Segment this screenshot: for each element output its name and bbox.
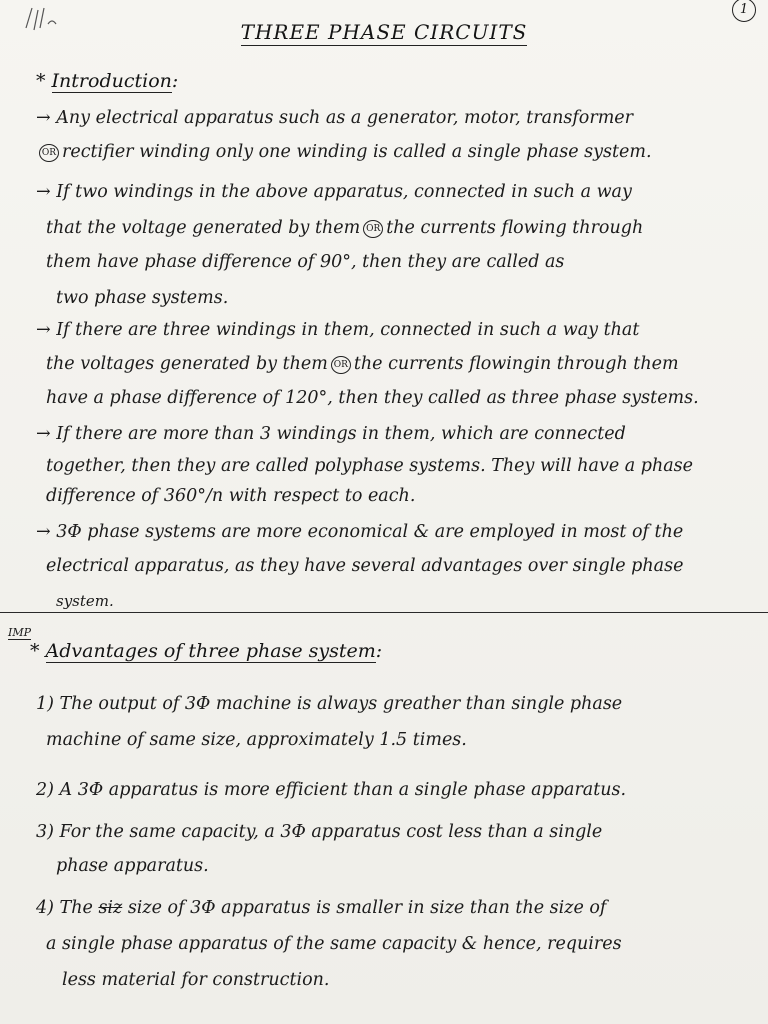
intro-p3-line-2 bbox=[46, 354, 758, 374]
or-circle-icon: OR bbox=[39, 144, 59, 162]
page-title-text: THREE PHASE CIRCUITS bbox=[240, 20, 528, 44]
intro-p2-line-2a: that the voltage generated by them bbox=[46, 218, 361, 238]
or-circle-icon: OR bbox=[363, 220, 383, 238]
advantage-item-4-line-1: size of 3Φ apparatus is smaller in size than the size of bbox=[127, 898, 607, 918]
advantage-item-1-line-1: The output of 3Φ machine is always greather than single phase bbox=[59, 694, 623, 714]
intro-heading-colon: : bbox=[171, 70, 179, 92]
advantage-item-3-num: 3) bbox=[36, 822, 54, 842]
advantage-item-2-line-1: A 3Φ apparatus is more efficient than a single phase apparatus. bbox=[59, 780, 627, 800]
intro-p2-line-2b: the currents flowing through bbox=[386, 218, 644, 238]
advantage-item-4-num: 4) bbox=[36, 898, 54, 918]
advantage-item-3-line-2: phase apparatus. bbox=[56, 856, 209, 876]
advantages-heading-text: Advantages of three phase system bbox=[45, 640, 376, 662]
advantage-item-2-num: 2) bbox=[36, 780, 54, 800]
advantage-item-1 bbox=[36, 694, 748, 714]
advantage-item-2 bbox=[36, 780, 748, 800]
advantages-star: * bbox=[30, 640, 40, 662]
advantages-heading bbox=[30, 640, 382, 662]
intro-p4-line-3: difference of 360°/n with respect to each. bbox=[46, 486, 416, 506]
intro-heading-text: Introduction bbox=[51, 70, 172, 92]
advantage-item-3 bbox=[36, 822, 748, 842]
intro-p5-line-3: system. bbox=[56, 592, 114, 610]
intro-p2-line-4: two phase systems. bbox=[56, 288, 229, 308]
intro-p3-line-2a: the voltages generated by them bbox=[46, 354, 328, 374]
intro-p5-line-2: electrical apparatus, as they have several advantages over single phase bbox=[46, 556, 684, 576]
imp-mark: IMP bbox=[8, 626, 32, 639]
advantage-item-4 bbox=[36, 898, 748, 918]
advantage-item-4-line-3: less material for construction. bbox=[62, 970, 330, 990]
section-divider bbox=[0, 612, 768, 613]
intro-p4-line-1: → If there are more than 3 windings in them, which are connected bbox=[36, 424, 626, 444]
intro-p3-line-1: → If there are three windings in them, connected in such a way that bbox=[36, 320, 640, 340]
intro-heading bbox=[36, 70, 178, 92]
intro-p2-line-2 bbox=[46, 218, 758, 238]
intro-p5-line-1: → 3Φ phase systems are more economical & are employed in most of the bbox=[36, 522, 684, 542]
intro-p2-line-1: → If two windings in the above apparatus, connected in such a way bbox=[36, 182, 632, 202]
page-title bbox=[0, 20, 768, 44]
intro-star: * bbox=[36, 70, 46, 92]
advantage-item-1-num: 1) bbox=[36, 694, 54, 714]
advantage-item-4-line-2: a single phase apparatus of the same capacity & hence, requires bbox=[46, 934, 622, 954]
advantages-heading-colon: : bbox=[375, 640, 383, 662]
intro-p1-line-2-text: rectifier winding only one winding is called a single phase system. bbox=[62, 142, 652, 162]
advantage-item-4-word: The bbox=[59, 898, 93, 918]
advantage-item-1-line-2: machine of same size, approximately 1.5 times. bbox=[46, 730, 467, 750]
intro-p3-line-3: have a phase difference of 120°, then they called as three phase systems. bbox=[46, 388, 699, 408]
or-circle-icon: OR bbox=[331, 356, 351, 374]
advantage-item-3-line-1: For the same capacity, a 3Φ apparatus cost less than a single bbox=[59, 822, 603, 842]
intro-p1-line-2 bbox=[36, 142, 748, 162]
page-number: 1 bbox=[732, 0, 756, 22]
intro-p1-line-1: → Any electrical apparatus such as a generator, motor, transformer bbox=[36, 108, 634, 128]
advantage-item-4-struck: siz bbox=[98, 898, 123, 918]
intro-p2-line-3: them have phase difference of 90°, then they are called as bbox=[46, 252, 565, 272]
intro-p4-line-2: together, then they are called polyphase systems. They will have a phase bbox=[46, 456, 694, 476]
intro-p3-line-2b: the currents flowingin through them bbox=[353, 354, 679, 374]
